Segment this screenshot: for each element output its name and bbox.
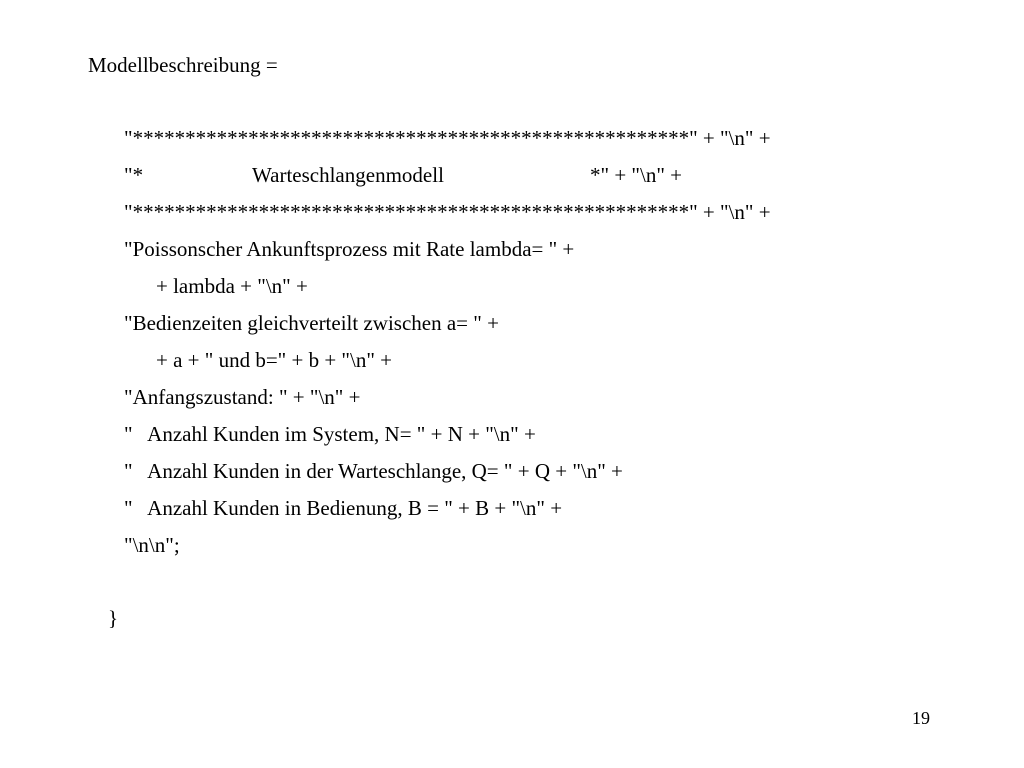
code-line: + a + " und b=" + b + "\n" + — [156, 348, 393, 372]
code-line-title — [124, 162, 764, 188]
code-line: "Anfangszustand: " + "\n" + — [124, 385, 361, 409]
code-line-stars-top: "*****************************************************" + "\n" + — [124, 126, 771, 150]
code-line-stars-bottom: "*****************************************************" + "\n" + — [124, 200, 771, 224]
code-line: " Anzahl Kunden in Bedienung, B = " + B + "\n" + — [124, 496, 563, 520]
title-line-open: "* — [124, 163, 144, 187]
code-line: "\n\n"; — [124, 533, 180, 557]
code-line: " Anzahl Kunden im System, N= " + N + "\n" + — [124, 422, 536, 446]
slide-heading: Modellbeschreibung = — [88, 53, 278, 77]
code-line: + lambda + "\n" + — [156, 274, 308, 298]
title-line-text: Warteschlangenmodell — [252, 163, 444, 187]
code-line: "Bedienzeiten gleichverteilt zwischen a= " + — [124, 311, 499, 335]
code-line: "Poissonscher Ankunftsprozess mit Rate lambda= " + — [124, 237, 575, 261]
title-line-close: *" + "\n" + — [590, 163, 682, 187]
page-number: 19 — [912, 708, 930, 728]
code-line: " Anzahl Kunden in der Warteschlange, Q= " + Q + "\n" + — [124, 459, 623, 483]
closing-brace: } — [108, 606, 119, 630]
